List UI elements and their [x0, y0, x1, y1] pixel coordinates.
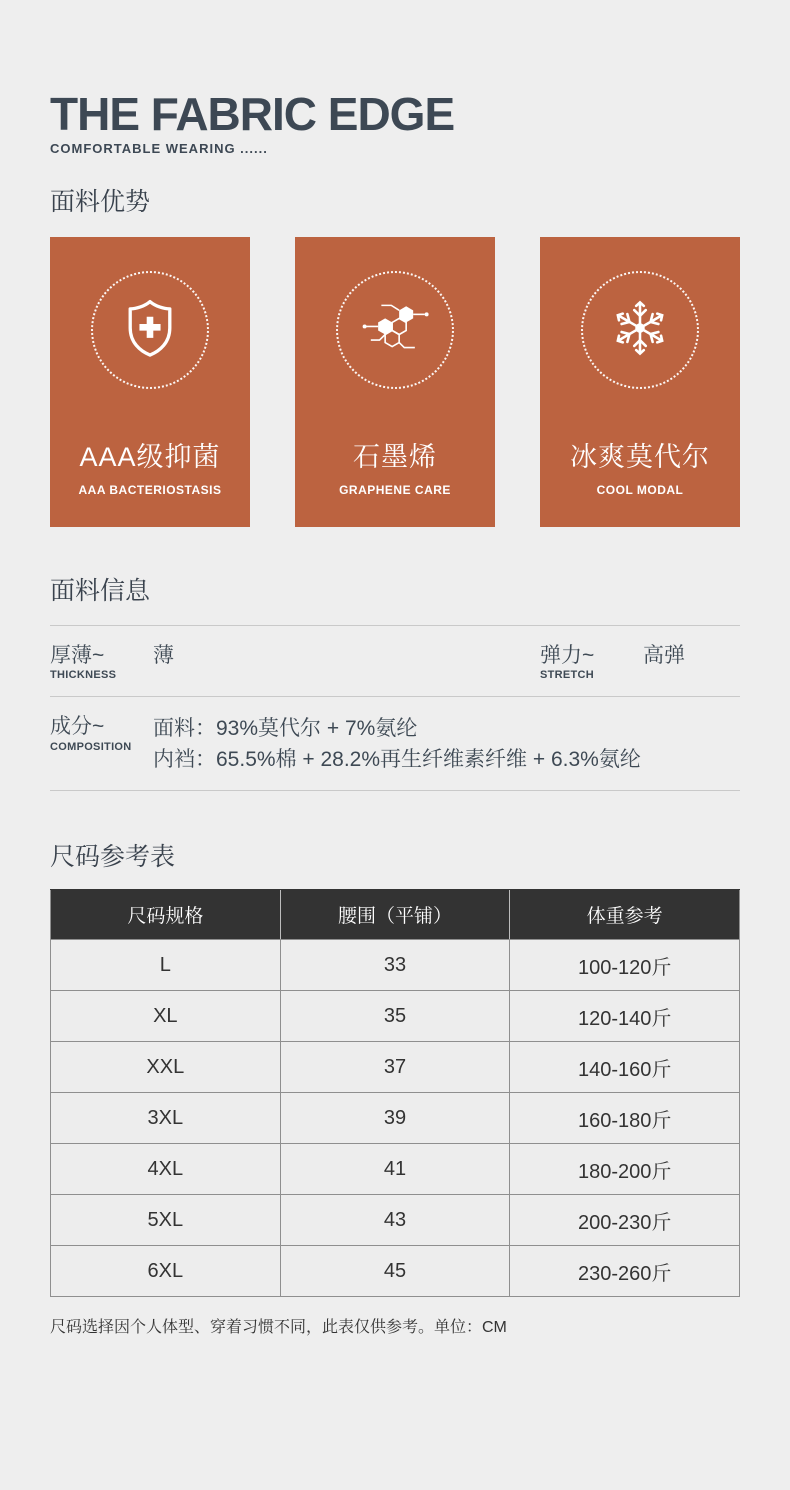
- cell-size: 5XL: [51, 1195, 281, 1246]
- stretch-label-zh: 弹力~: [540, 644, 595, 668]
- dotted-circle: [91, 271, 209, 389]
- size-reference-table: [50, 889, 740, 1297]
- cell-waist: 41: [280, 1144, 510, 1195]
- table-row: [51, 991, 740, 1042]
- advantage-card-bacteriostasis: [50, 237, 250, 527]
- info-row-composition: [50, 697, 740, 790]
- size-table-header: [51, 890, 740, 940]
- cell-weight: 200-230斤: [510, 1195, 740, 1246]
- cell-size: XL: [51, 991, 281, 1042]
- cell-weight: 180-200斤: [510, 1144, 740, 1195]
- table-row: [51, 1144, 740, 1195]
- card-label-zh: AAA级抑菌: [79, 442, 221, 473]
- thickness-pair: [50, 643, 174, 681]
- column-header-weight: 体重参考: [510, 890, 740, 940]
- card-label-en: COOL MODAL: [596, 483, 684, 498]
- shield-plus-icon: [117, 295, 183, 366]
- cell-weight: 230-260斤: [510, 1246, 740, 1297]
- cell-size: 6XL: [51, 1246, 281, 1297]
- snowflake-icon: [608, 296, 672, 365]
- composition-line-gusset: 内裆：65.5%棉 + 28.2%再生纤维素纤维 + 6.3%氨纶: [153, 747, 641, 771]
- info-row-thickness-stretch: [50, 626, 740, 696]
- table-row: [51, 1246, 740, 1297]
- stretch-label-en: STRETCH: [540, 669, 595, 682]
- card-label-zh: 石墨烯: [353, 442, 437, 473]
- cell-size: 4XL: [51, 1144, 281, 1195]
- thickness-value: 薄: [153, 644, 174, 668]
- table-row: [51, 1195, 740, 1246]
- brand-subtitle: COMFORTABLE WEARING ......: [50, 141, 268, 157]
- table-row: [51, 1093, 740, 1144]
- cell-size: XXL: [51, 1042, 281, 1093]
- composition-line-fabric: 面料：93%莫代尔 + 7%氨纶: [153, 717, 418, 741]
- composition-label-zh: 成分~: [50, 715, 105, 739]
- cell-weight: 120-140斤: [510, 991, 740, 1042]
- column-header-size: 尺码规格: [51, 890, 281, 940]
- brand-title: THE FABRIC EDGE: [50, 88, 455, 140]
- page-content: [0, 90, 790, 1337]
- divider: [50, 790, 740, 791]
- thickness-label: [50, 643, 153, 681]
- cell-waist: 33: [280, 940, 510, 991]
- cell-size: L: [51, 940, 281, 991]
- cell-waist: 35: [280, 991, 510, 1042]
- cell-waist: 45: [280, 1246, 510, 1297]
- section-title-fabric-info: 面料信息: [50, 577, 151, 606]
- composition-label-en: COMPOSITION: [50, 740, 132, 753]
- card-label-en: GRAPHENE CARE: [339, 483, 451, 498]
- table-header-row: [51, 890, 740, 940]
- section-title-fabric-advantages: 面料优势: [50, 188, 151, 217]
- card-label-zh: 冰爽莫代尔: [570, 442, 710, 473]
- cell-waist: 37: [280, 1042, 510, 1093]
- cell-weight: 160-180斤: [510, 1093, 740, 1144]
- advantage-card-cool-modal: [540, 237, 740, 527]
- column-header-waist: 腰围（平铺）: [280, 890, 510, 940]
- cell-waist: 39: [280, 1093, 510, 1144]
- cell-weight: 140-160斤: [510, 1042, 740, 1093]
- composition-values: [153, 714, 641, 775]
- size-table-body: [51, 940, 740, 1297]
- table-row: [51, 940, 740, 991]
- card-label-en: AAA BACTERIOSTASIS: [78, 483, 222, 498]
- section-title-size-table: 尺码参考表: [50, 843, 176, 872]
- size-table-note: 尺码选择因个人体型、穿着习惯不同，此表仅供参考。单位：CM: [50, 1319, 507, 1337]
- composition-label: [50, 714, 153, 752]
- cell-weight: 100-120斤: [510, 940, 740, 991]
- stretch-pair: [540, 643, 740, 681]
- dotted-circle: [581, 271, 699, 389]
- graphene-molecule-icon: [359, 297, 431, 364]
- cell-size: 3XL: [51, 1093, 281, 1144]
- stretch-label: [540, 643, 643, 681]
- cell-waist: 43: [280, 1195, 510, 1246]
- advantage-card-graphene: [295, 237, 495, 527]
- stretch-value: 高弹: [643, 644, 685, 668]
- thickness-label-zh: 厚薄~: [50, 644, 105, 668]
- advantage-cards: [50, 237, 740, 527]
- dotted-circle: [336, 271, 454, 389]
- table-row: [51, 1042, 740, 1093]
- thickness-label-en: THICKNESS: [50, 669, 117, 682]
